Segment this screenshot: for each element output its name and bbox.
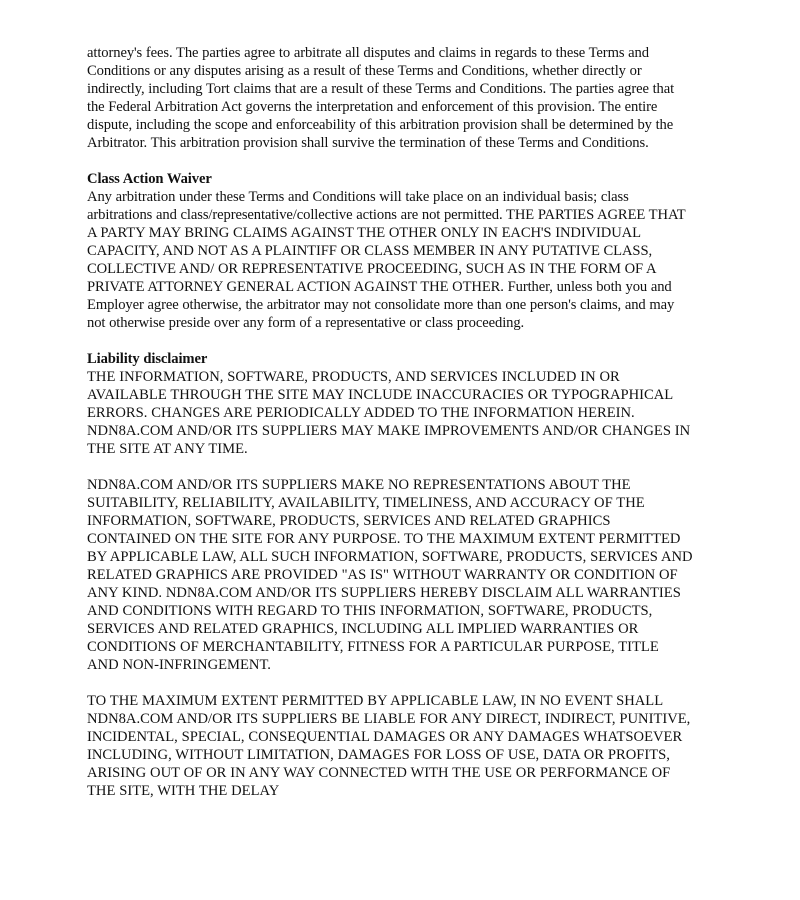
class-action-heading: Class Action Waiver — [87, 171, 212, 187]
document-content — [87, 44, 693, 800]
liability-paragraph-2: NDN8A.COM AND/OR ITS SUPPLIERS MAKE NO REPRESENTATIONS ABOUT THE SUITABILITY, RELIABILITY, AVAILABILITY, TIMELINESS, AND ACCURACY OF THE INFORMATION, SOFTWARE, PRODUCTS, SERVICES AND RELATED GRAPHICS CONTAINED ON THE SITE FOR ANY PURPOSE. TO THE MAXIMUM EXTENT PERMITTED BY APPLICABLE LAW, ALL SUCH INFORMATION, SOFTWARE, PRODUCTS, SERVICES AND RELATED GRAPHICS ARE PROVIDED "AS IS" WITHOUT WARRANTY OR CONDITION OF ANY KIND. NDN8A.COM AND/OR ITS SUPPLIERS HEREBY DISCLAIM ALL WARRANTIES AND CONDITIONS WITH REGARD TO THIS INFORMATION, SOFTWARE, PRODUCTS, SERVICES AND RELATED GRAPHICS, INCLUDING ALL IMPLIED WARRANTIES OR CONDITIONS OF MERCHANTABILITY, FITNESS FOR A PARTICULAR PURPOSE, TITLE AND NON-INFRINGEMENT. — [87, 477, 693, 673]
liability-paragraph-3: TO THE MAXIMUM EXTENT PERMITTED BY APPLICABLE LAW, IN NO EVENT SHALL NDN8A.COM AND/OR ITS SUPPLIERS BE LIABLE FOR ANY DIRECT, INDIRECT, PUNITIVE, INCIDENTAL, SPECIAL, CONSEQUENTIAL DAMAGES OR ANY DAMAGES WHATSOEVER INCLUDING, WITHOUT LIMITATION, DAMAGES FOR LOSS OF USE, DATA OR PROFITS, ARISING OUT OF OR IN ANY WAY CONNECTED WITH THE USE OR PERFORMANCE OF THE SITE, WITH THE DELAY — [87, 693, 691, 799]
liability-paragraph-1: THE INFORMATION, SOFTWARE, PRODUCTS, AND SERVICES INCLUDED IN OR AVAILABLE THROUGH THE SITE MAY INCLUDE INACCURACIES OR TYPOGRAPHICAL ERRORS. CHANGES ARE PERIODICALLY ADDED TO THE INFORMATION HEREIN. NDN8A.COM AND/OR ITS SUPPLIERS MAY MAKE IMPROVEMENTS AND/OR CHANGES IN THE SITE AT ANY TIME. — [87, 369, 691, 457]
intro-paragraph: attorney's fees. The parties agree to arbitrate all disputes and claims in regards to these Terms and Conditions or any disputes arising as a result of these Terms and Conditions, whether directly or indirectly, including Tort claims that are a result of these Terms and Conditions. The parties agree that the Federal Arbitration Act governs the interpretation and enforcement of this provision. The entire dispute, including the scope and enforceability of this arbitration provision shall be determined by the Arbitrator. This arbitration provision shall survive the termination of these Terms and Conditions. — [87, 45, 675, 151]
liability-heading: Liability disclaimer — [87, 351, 208, 367]
liability-section — [87, 350, 693, 800]
class-action-section — [87, 170, 693, 332]
class-action-paragraph: Any arbitration under these Terms and Conditions will take place on an individual basis; class arbitrations and class/representative/collective actions are not permitted. THE PARTIES AGREE THAT A PARTY MAY BRING CLAIMS AGAINST THE OTHER ONLY IN EACH'S INDIVIDUAL CAPACITY, AND NOT AS A PLAINTIFF OR CLASS MEMBER IN ANY PUTATIVE CLASS, COLLECTIVE AND/ OR REPRESENTATIVE PROCEEDING, SUCH AS IN THE FORM OF A PRIVATE ATTORNEY GENERAL ACTION AGAINST THE OTHER. Further, unless both you and Employer agree otherwise, the arbitrator may not consolidate more than one person's claims, and may not otherwise preside over any form of a representative or class proceeding. — [87, 189, 686, 331]
